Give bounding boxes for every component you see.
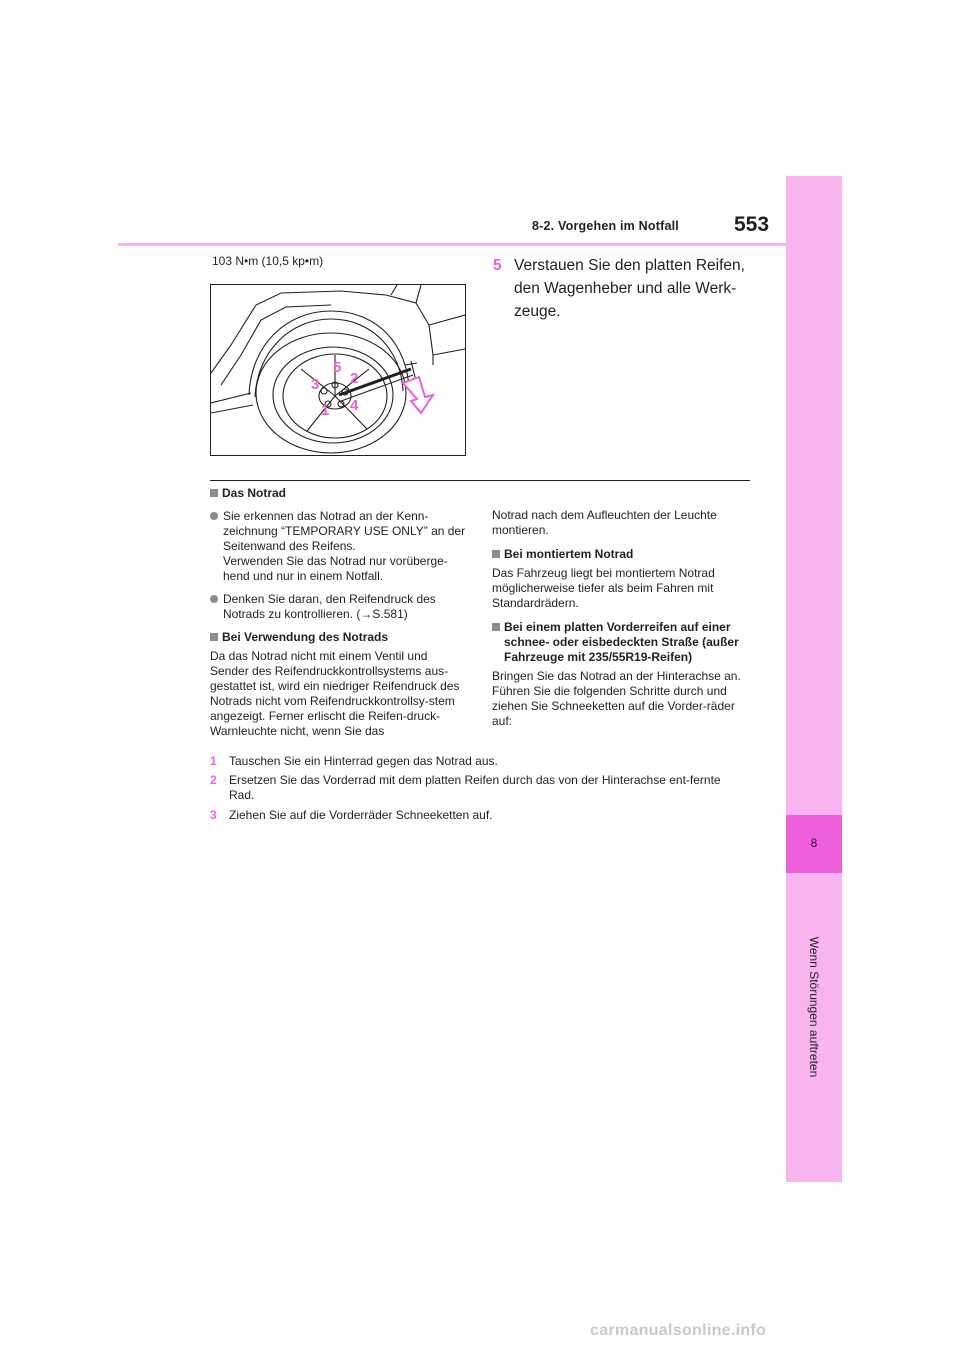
square-bullet-icon xyxy=(210,633,218,641)
callout-5: 5 xyxy=(333,359,342,376)
callout-1: 1 xyxy=(321,402,330,419)
square-bullet-icon xyxy=(492,550,500,558)
step-2 xyxy=(210,773,730,803)
paragraph-platt: Bringen Sie das Notrad an der Hinterachse an. Führen Sie die folgenden Schritte durch und ziehen Sie Schneeketten auf die Vorder-räder auf: xyxy=(492,669,741,728)
step-3-number: 3 xyxy=(210,808,217,822)
step-5-text: Verstauen Sie den platten Reifen, den Wagenheber und alle Werk-zeuge. xyxy=(514,257,745,320)
callout-4: 4 xyxy=(350,397,359,414)
header-rule xyxy=(118,243,786,246)
section-title: 8-2. Vorgehen im Notfall xyxy=(532,219,679,233)
step-5-number: 5 xyxy=(493,257,502,274)
heading-montiert: Bei montiertem Notrad xyxy=(492,547,750,562)
step-1 xyxy=(210,754,750,769)
step-3 xyxy=(210,808,750,823)
heading-platt: Bei einem platten Vorderreifen auf einer schnee- oder eisbedeckten Straße (außer Fahrzeuge mit 235/55R19-Reifen) xyxy=(492,620,750,665)
step-5 xyxy=(493,254,763,323)
bullet-item-continuation: Verwenden Sie das Notrad nur vorüberge-hend und nur in einem Notfall. xyxy=(223,554,448,583)
square-bullet-icon xyxy=(210,489,218,497)
heading-verwendung: Bei Verwendung des Notrads xyxy=(210,630,468,645)
step-2-number: 2 xyxy=(210,773,217,787)
callout-2: 2 xyxy=(350,370,359,387)
step-1-text: Tauschen Sie ein Hinterrad gegen das Notrad aus. xyxy=(229,754,498,768)
right-column xyxy=(492,508,750,729)
watermark: carmanualsonline.info xyxy=(590,1322,767,1339)
chapter-title: Wenn Störungen auftreten xyxy=(807,936,821,1078)
callout-3: 3 xyxy=(311,376,320,393)
bullet-item: Sie erkennen das Notrad an der Kenn-zeichnung “TEMPORARY USE ONLY” an der Seitenwand des Reifens. xyxy=(210,509,468,554)
page-number: 553 xyxy=(734,213,770,236)
heading-notrad: Das Notrad xyxy=(210,486,468,501)
paragraph-continuation: Notrad nach dem Aufleuchten der Leuchte montieren. xyxy=(492,508,717,537)
step-1-number: 1 xyxy=(210,754,217,768)
round-bullet-icon xyxy=(210,595,218,603)
bullet-item: Denken Sie daran, den Reifendruck des Notrads zu kontrollieren. (→S.581) xyxy=(210,592,468,622)
step-2-text: Ersetzen Sie das Vorderrad mit dem platten Reifen durch das von der Hinterachse ent-fernte Rad. xyxy=(229,773,721,802)
section-divider xyxy=(210,480,750,481)
paragraph-montiert: Das Fahrzeug liegt bei montiertem Notrad möglicherweise tiefer als beim Fahren mit Standardrädern. xyxy=(492,566,715,610)
paragraph-verwendung: Da das Notrad nicht mit einem Ventil und Sender des Reifendruckkontrollsystems aus-gestattet ist, wird ein niedriger Reifendruck des Notrads nicht vom Reifendruckkontrollsy-stem angezeigt. Ferner erlischt die Reifen-druck-Warnleuchte nicht, wenn Sie das xyxy=(210,649,460,738)
torque-spec: 103 N•m (10,5 kp•m) xyxy=(212,254,324,268)
round-bullet-icon xyxy=(210,512,218,520)
chapter-number: 8 xyxy=(810,836,818,850)
step-3-text: Ziehen Sie auf die Vorderräder Schneeketten auf. xyxy=(229,808,493,822)
square-bullet-icon xyxy=(492,623,500,631)
left-column xyxy=(210,486,468,739)
wheel-nut-tightening-illustration xyxy=(210,284,466,456)
